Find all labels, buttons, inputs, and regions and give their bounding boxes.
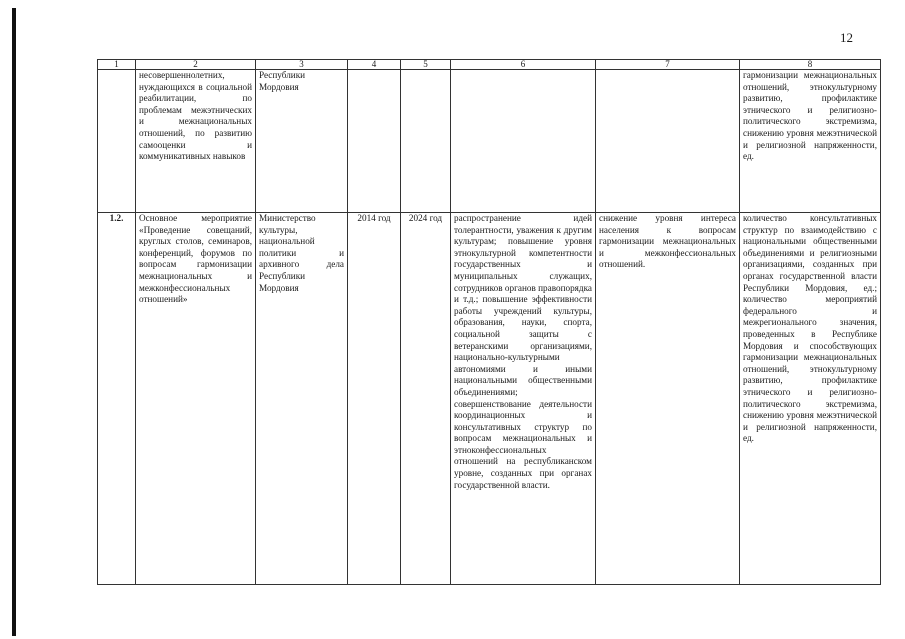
column-number: 6 — [451, 60, 596, 70]
column-number: 4 — [348, 60, 401, 70]
start-year-cell — [348, 70, 401, 213]
end-year-cell: 2024 год — [401, 213, 451, 585]
column-number: 5 — [401, 60, 451, 70]
table-row — [98, 70, 881, 213]
event-cell: несовершеннолетних, нуждающихся в социальной реабилитации, по проблемам межэтнических и межнациональных отношений, по развитию самооценки и коммуникативных навыков — [136, 70, 256, 213]
column-number: 7 — [596, 60, 740, 70]
result-cell: распространение идей толерантности, уважения к другим культурам; повышение уровня этнокультурной компетентности государственных и муниципальных служащих, сотрудников органов правопорядка и т.д.; повышение эффективности работы учреждений культуры, образования, науки, спорта, социальной защиты с ветеранскими организациями, национально-культурными автономиями и иными национальными общественными объединениями; совершенствование деятельности координационных и консультативных структур по вопросам межнациональных и этноконфессиональных отношений на республиканском уровне, созданных при органах государственной власти. — [451, 213, 596, 585]
end-year-cell — [401, 70, 451, 213]
indicators-cell: количество консультативных структур по взаимодействию с национальными общественными объединениями и религиозными организациями, созданных при органах государственной власти Республики Мордовия, ед.; количество мероприятий федерального и межрегионального значения, проведенных в Республике Мордовия и способствующих гармонизации межнациональных отношений, этнокультурному развитию, профилактике этнического и религиозно-политического экстремизма, снижению уровня межэтнической и религиозной напряженности, ед. — [740, 213, 881, 585]
page-number: 12 — [840, 30, 853, 45]
consequences-cell: снижение уровня интереса населения к вопросам гармонизации межнациональных и межконфессиональных отношений. — [596, 213, 740, 585]
executor-cell: Министерство культуры, национальной политики и архивного дела Республики Мордовия — [256, 213, 348, 585]
start-year-cell: 2014 год — [348, 213, 401, 585]
executor-cell: Республики Мордовия — [256, 70, 348, 213]
consequences-cell — [596, 70, 740, 213]
row-number — [98, 70, 136, 213]
result-cell — [451, 70, 596, 213]
table-row — [98, 213, 881, 585]
column-number: 2 — [136, 60, 256, 70]
scan-edge-bar — [12, 8, 16, 636]
column-number: 8 — [740, 60, 881, 70]
indicators-cell: гармонизации межнациональных отношений, этнокультурному развитию, профилактике этнического и религиозно-политического экстремизма, снижению уровня межэтнической и религиозной напряженности, ед. — [740, 70, 881, 213]
column-number: 3 — [256, 60, 348, 70]
column-number-row — [98, 60, 881, 70]
row-number: 1.2. — [98, 213, 136, 585]
program-table — [97, 59, 881, 585]
column-number: 1 — [98, 60, 136, 70]
event-cell: Основное мероприятие «Проведение совещаний, круглых столов, семинаров, конференций, форумов по вопросам гармонизации межнациональных и межконфессиональных отношений» — [136, 213, 256, 585]
